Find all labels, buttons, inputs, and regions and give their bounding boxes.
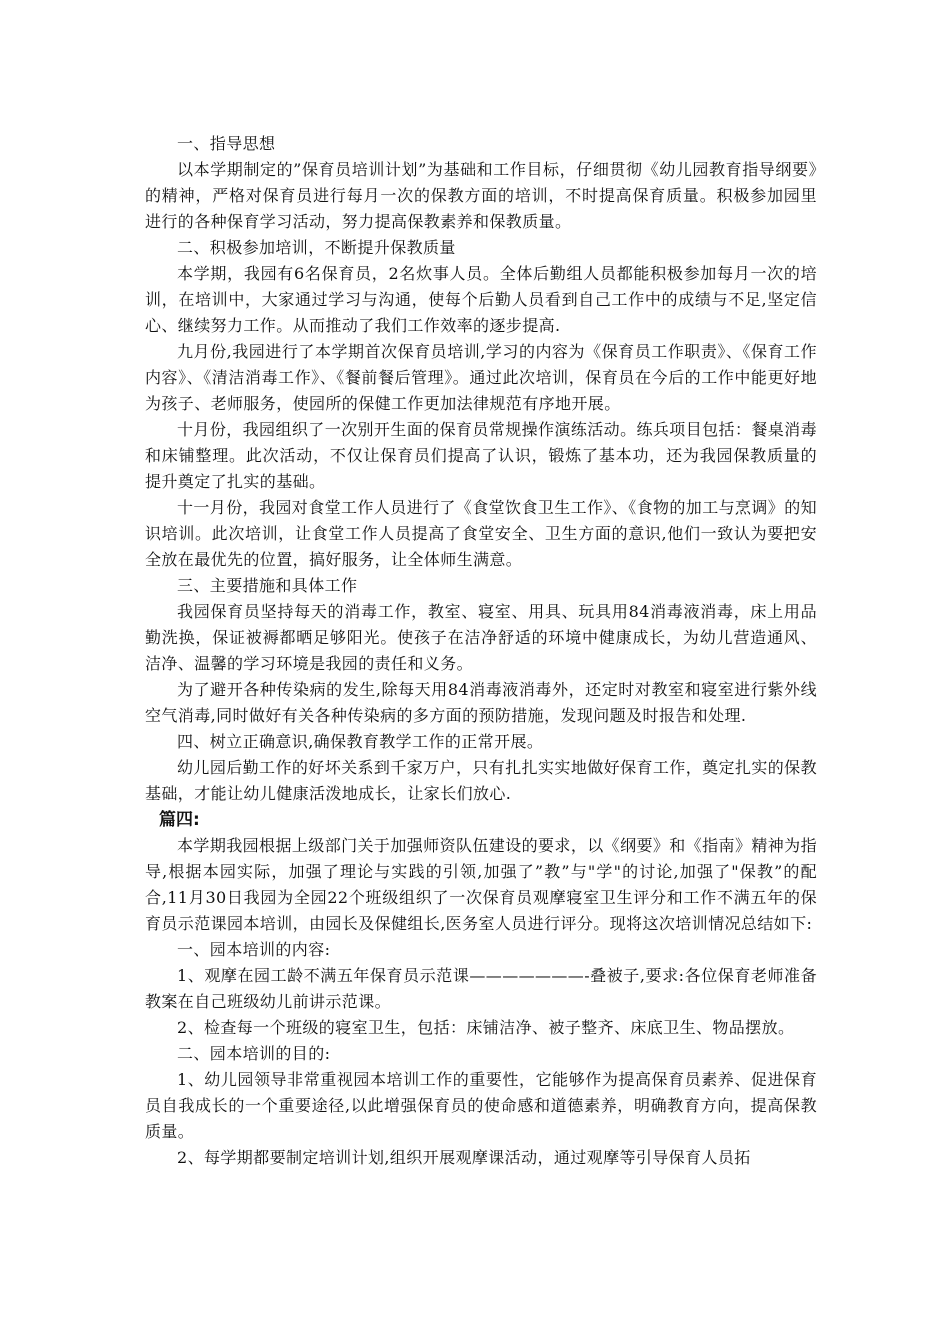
paragraph: 为了避开各种传染病的发生,除每天用84消毒液消毒外，还定时对教室和寝室进行紫外线空气消毒,同时做好有关各种传染病的多方面的预防措施，发现问题及时报告和处理. <box>145 680 817 725</box>
heading-training-content: 一、园本培训的内容: <box>177 940 331 959</box>
paragraph: 十一月份，我园对食堂工作人员进行了《食堂饮食卫生工作》、《食物的加工与烹调》的知识培训。此次培训，让食堂工作人员提高了食堂安全、卫生方面的意识,他们一致认为要把安全放在最优先的位置，搞好服务，让全体师生满意。 <box>145 498 818 569</box>
paragraph: 1、幼儿园领导非常重视园本培训工作的重要性，它能够作为提高保育员素养、促进保育员自我成长的一个重要途径,以此增强保育员的使命感和道德素养，明确教育方向，提高保教质量。 <box>145 1070 817 1141</box>
paragraph: 十月份，我园组织了一次别开生面的保育员常规操作演练活动。练兵项目包括：餐桌消毒和床铺整理。此次活动，不仅让保育员们提高了认识，锻炼了基本功，还为我园保教质量的提升奠定了扎实的基础。 <box>145 420 817 491</box>
paragraph: 2、检查每一个班级的寝室卫生，包括：床铺洁净、被子整齐、床底卫生、物品摆放。 <box>177 1018 795 1037</box>
document-body <box>145 131 817 1171</box>
heading-awareness: 四、树立正确意识,确保教育教学工作的正常开展。 <box>177 732 544 751</box>
paragraph: 本学期我园根据上级部门关于加强师资队伍建设的要求，以《纲要》和《指南》精神为指导,根据本园实际，加强了理论与实践的引领,加强了”教”与"学"的讨论,加强了"保教”的配合,11月30日我园为全园22个班级组织了一次保育员观摩寝室卫生评分和工作不满五年的保育员示范课园本培训，由园长及保健组长,医务室人员进行评分。现将这次培训情况总结如下: <box>145 836 817 933</box>
section-title-part-four: 篇四: <box>159 810 200 830</box>
paragraph: 九月份,我园进行了本学期首次保育员培训,学习的内容为《保育员工作职责》、《保育工作内容》、《清洁消毒工作》、《餐前餐后管理》。通过此次培训，保育员在今后的工作中能更好地为孩子、老师服务，使园所的保健工作更加法律规范有序地开展。 <box>145 342 817 413</box>
heading-training-purpose: 二、园本培训的目的: <box>177 1044 331 1063</box>
paragraph: 以本学期制定的”保育员培训计划”为基础和工作目标，仔细贯彻《幼儿园教育指导纲要》的精神，严格对保育员进行每月一次的保教方面的培训，不时提高保育质量。积极参加园里进行的各种保育学习活动，努力提高保教素养和保教质量。 <box>145 160 817 231</box>
heading-training: 二、积极参加培训，不断提升保教质量 <box>177 238 456 257</box>
paragraph: 2、每学期都要制定培训计划,组织开展观摩课活动，通过观摩等引导保育人员拓 <box>177 1148 751 1167</box>
heading-measures: 三、主要措施和具体工作 <box>177 576 358 595</box>
paragraph: 我园保育员坚持每天的消毒工作，教室、寝室、用具、玩具用84消毒液消毒，床上用品勤洗换，保证被褥都晒足够阳光。使孩子在洁净舒适的环境中健康成长，为幼儿营造通风、洁净、温馨的学习环境是我园的责任和义务。 <box>145 602 817 673</box>
heading-guiding-thought: 一、指导思想 <box>177 134 276 153</box>
paragraph: 1、观摩在园工龄不满五年保育员示范课———————-叠被子,要求:各位保育老师准备教案在自己班级幼儿前讲示范课。 <box>145 966 817 1011</box>
paragraph: 本学期，我园有6名保育员，2名炊事人员。全体后勤组人员都能积极参加每月一次的培训，在培训中，大家通过学习与沟通，使每个后勤人员看到自己工作中的成绩与不足,坚定信心、继续努力工作。从而推动了我们工作效率的逐步提高. <box>145 264 817 335</box>
paragraph: 幼儿园后勤工作的好坏关系到千家万户，只有扎扎实实地做好保育工作，奠定扎实的保教基础，才能让幼儿健康活泼地成长，让家长们放心. <box>145 758 817 803</box>
